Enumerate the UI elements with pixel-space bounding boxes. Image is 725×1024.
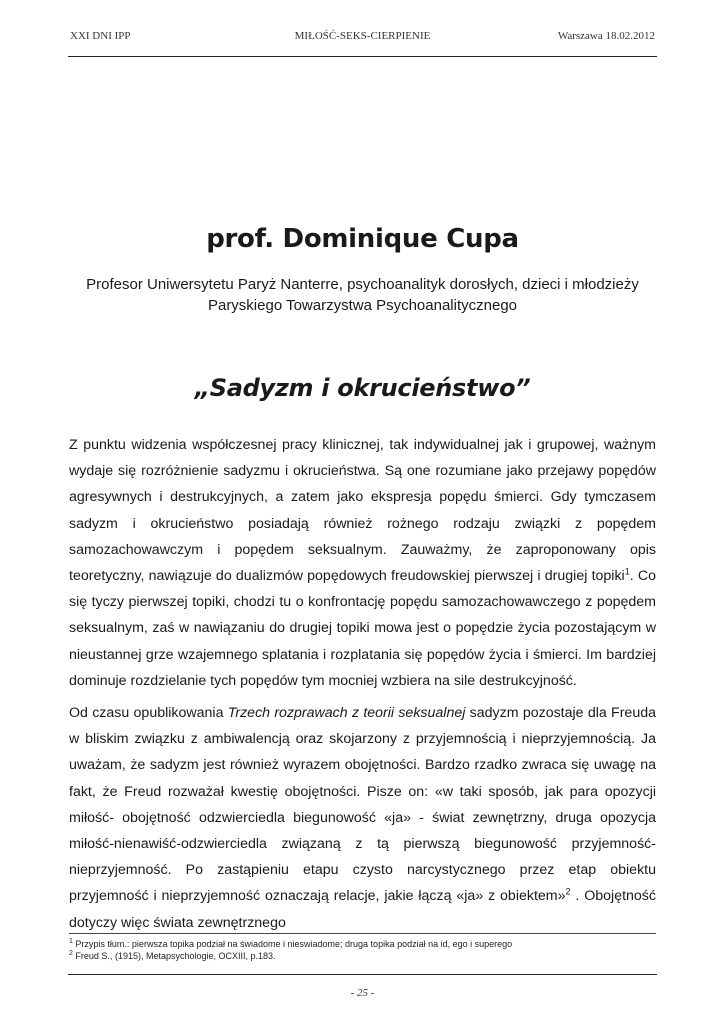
footnote-2-text: Freud S., (1915), Metapsychologie, OCXIII, p.183. <box>75 951 276 961</box>
header-rule <box>68 56 657 57</box>
paragraph-2-text-b: sadyzm pozostaje dla Freuda w bliskim związku z ambiwalencją oraz skojarzony z przyjemnością i nieprzyjemnością. Ja uważam, że sadyzm jest również wyrazem obojętności. Bardzo rzadko zwraca się uwagę na fakt, że Freud rozważał kwestię obojętności. Pisze on: «w taki sposób, jak para opozycji miłość- obojętność odzwierciedla biegunowość «ja» - świat zewnętrzny, druga opozycja miłość-nienawiść-odzwierciedla związaną z tą pierwszą biegunowość przyjemność-nieprzyjemność. Po zastąpieniu etapu czysto narcystycznego przez etap obiektu przyjemność i nieprzyjemność oznaczają relacje, jakie łączą «ja» z obiektem» <box>69 705 656 905</box>
running-header <box>68 30 657 44</box>
affiliation-line-2: Paryskiego Towarzystwa Psychoanalitycznego <box>207 297 518 314</box>
footnote-1-text: Przypis tłum.: pierwsza topika podział na świadome i nieswiadome; druga topika podział na id, ego i superego <box>75 939 513 949</box>
paragraph-2-text-a: Od czasu opublikowania <box>69 705 228 722</box>
author-affiliation <box>70 274 655 316</box>
footnotes <box>69 938 659 962</box>
header-conference: XXI DNI IPP <box>70 30 131 42</box>
paragraph-1 <box>69 432 656 694</box>
paragraph-2 <box>69 700 656 936</box>
footnote-ref-1: 1 <box>624 566 630 577</box>
affiliation-line-1: Profesor Uniwersytetu Paryż Nanterre, psychoanalityk dorosłych, dzieci i młodzieży <box>86 276 639 293</box>
footnote-2 <box>69 950 659 962</box>
footnote-1 <box>69 938 659 950</box>
book-title: Trzech rozprawach z teorii seksualnej <box>227 705 466 722</box>
header-theme: MIŁOŚĆ-SEKS-CIERPIENIE <box>294 30 431 42</box>
paragraph-2-text-c: . Obojętność dotyczy więc świata zewnętrznego <box>69 888 656 931</box>
header-place-date: Warszawa 18.02.2012 <box>557 30 655 42</box>
page-number: - 25 - <box>350 987 375 999</box>
footer-rule <box>68 974 657 975</box>
footnote-1-number: 1 <box>69 938 73 945</box>
paragraph-1-text-a: Z punktu widzenia współczesnej pracy klinicznej, tak indywidualnej jak i grupowej, ważnym wydaje się rozróżnienie sadyzmu i okrucieństwa. Są one rozumiane jako przejawy popędów agresywnych i destrukcyjnych, a zatem jako ekspresja popędu śmierci. Gdy tymczasem sadyzm i okrucieństwo posiadają również rożnego rodzaju związki z popędem samozachowawczym i popędem seksualnym. Zauważmy, że zaproponowany opis teoretyczny, nawiązuje do dualizmów popędowych freudowskiej pierwszej i drugiej topiki <box>69 437 656 585</box>
footnote-2-number: 2 <box>69 950 73 957</box>
footnote-ref-2: 2 <box>565 886 571 897</box>
article-body <box>69 432 656 942</box>
footnote-rule <box>69 933 656 934</box>
paragraph-1-text-b: . Co się tyczy pierwszej topiki, chodzi tu o konfrontację popędu samozachowawczego z popędem seksualnym, zaś w nawiązaniu do drugiej topiki mowa jest o popędzie życia pozostającym w nieustannej grze wzajemnego splatania i rozplatania się popędów życia i śmierci. Im bardziej dominuje rozdzielanie tych popędów tym mocniej wzbiera na sile destrukcyjność. <box>69 568 657 689</box>
article-title: „Sadyzm i okrucieństwo” <box>194 374 531 402</box>
author-name: prof. Dominique Cupa <box>206 224 519 254</box>
